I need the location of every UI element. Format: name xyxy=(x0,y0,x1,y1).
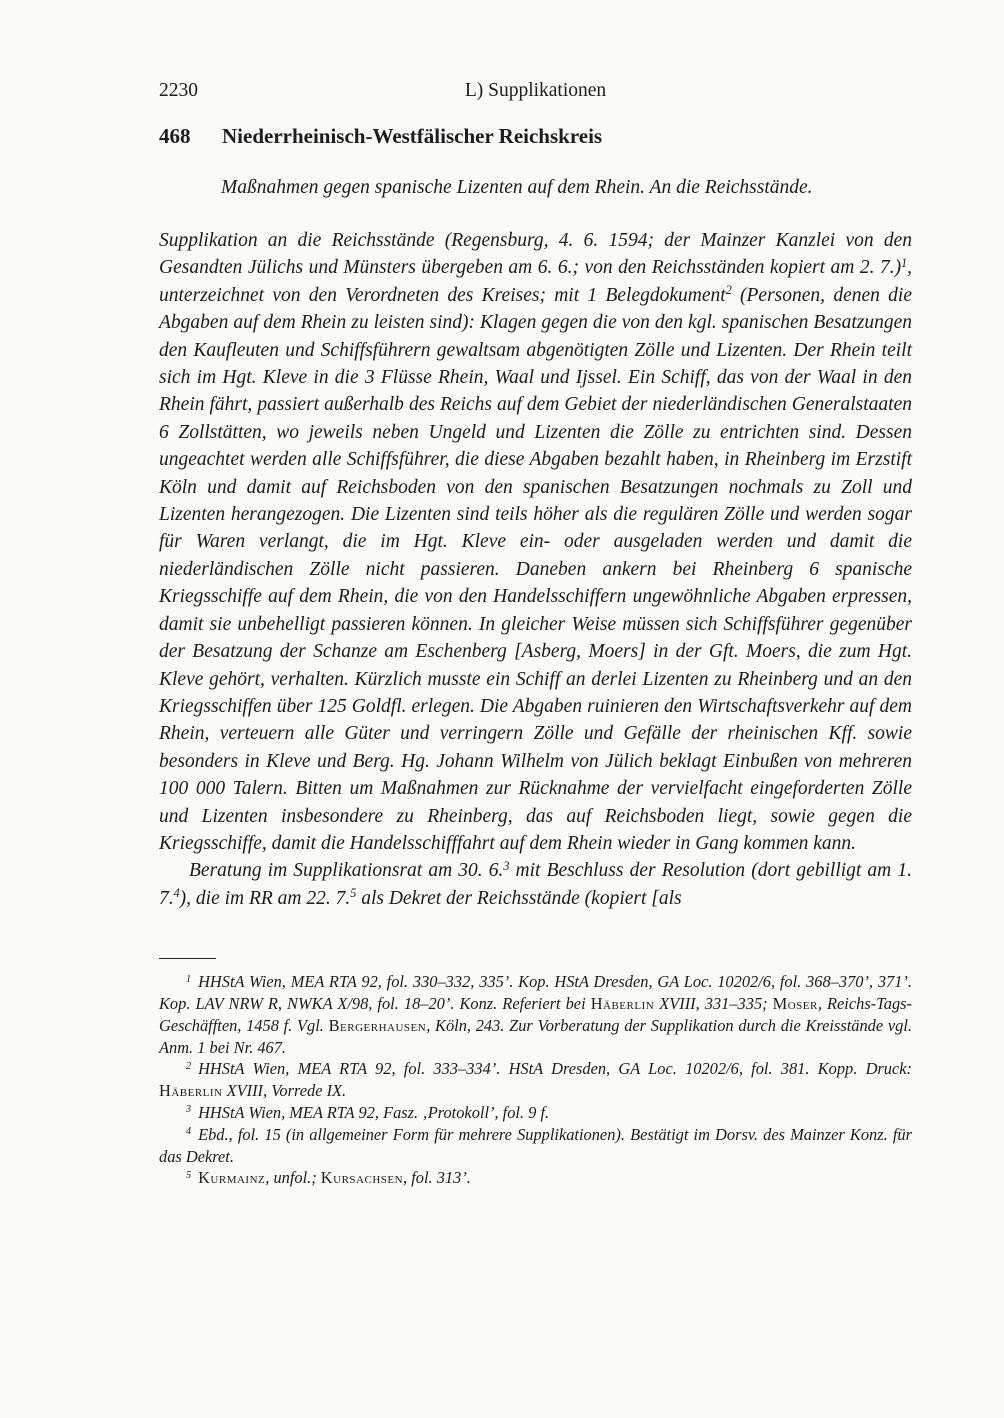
page-number: 2230 xyxy=(159,80,198,101)
footnote-text-3: HHStA Wien, MEA RTA 92, Fasz. ‚Protokoll’, fol. 9 f. xyxy=(198,1102,550,1122)
footnote-text-1: HHStA Wien, MEA RTA 92, fol. 330–332, 335’. Kop. HStA Dresden, GA Loc. 10202/6, fol. 368–370’, 371’. Kop. LAV NRW R, NWKA X/98, fol. 18–20’. Konz. Referiert bei Häberlin XVIII, 331–335; Moser, Reichs-Tags-Geschäfften, 1458 f. Vgl. Bergerhausen, Köln, 243. Zur Vorberatung der Supplikation durch die Kreisstände vgl. Anm. 1 bei Nr. 467. xyxy=(159,972,912,1057)
footnote-2 xyxy=(159,1058,912,1102)
footnote-divider xyxy=(159,958,216,959)
footnote-5 xyxy=(159,1167,912,1189)
footnote-number-5: 5 xyxy=(186,1169,192,1181)
footnote-text-2: HHStA Wien, MEA RTA 92, fol. 333–334’. HStA Dresden, GA Loc. 10202/6, fol. 381. Kopp. Druck: Häberlin XVIII, Vorrede IX. xyxy=(159,1059,912,1101)
footnote-number-1: 1 xyxy=(186,973,192,985)
section-heading xyxy=(159,122,912,150)
running-title: L) Supplikationen xyxy=(464,80,607,101)
footnotes-section xyxy=(159,971,912,1189)
page-content xyxy=(159,78,912,1189)
footnote-3 xyxy=(159,1102,912,1124)
footnote-text-5: Kurmainz, unfol.; Kursachsen, fol. 313’. xyxy=(198,1168,471,1188)
body-paragraph-1: Supplikation an die Reichsstände (Regensburg, 4. 6. 1594; der Mainzer Kanzlei von den Gesandten Jülichs und Münsters übergeben am 6. 6.; von den Reichsständen kopiert am 2. 7.)$^1$, unterzeichnet von den Verordneten des Kreises; mit 1 Belegdokument$^2$ (Personen, denen die Abgaben auf dem Rhein zu leisten sind): Klagen gegen die von den kgl. spanischen Besatzungen den Kaufleuten und Schiffsführern gewaltsam abgenötigten Zölle und Lizenten. Der Rhein teilt sich im Hgt. Kleve in die 3 Flüsse Rhein, Waal und Ijssel. Ein Schiff, das von der Waal in den Rhein fährt, passiert außerhalb des Reichs auf dem Gebiet der niederländischen Generalstaaten 6 Zollstätten, wo jeweils neben Ungeld und Lizenten die Zölle zu entrichten sind. Dessen ungeachtet werden alle Schiffsführer, die diese Abgaben bezahlt haben, in Rheinberg im Erzstift Köln und damit auf Reichsboden von den spanischen Besatzungen nochmals zu Zoll und Lizenten herangezogen. Die Lizenten sind teils höher als die regulären Zölle und werden sogar für Waren verlangt, die im Hgt. Kleve ein- oder ausgeladen werden und damit die niederländischen Zölle nicht passieren. Daneben ankern bei Rheinberg 6 spanische Kriegsschiffe auf dem Rhein, die von den Handelsschiffern ungewöhnliche Abgaben erpressen, damit sie unbehelligt passieren können. In gleicher Weise müssen sich Schiffsführer gegenüber der Besatzung der Schanze am Eschenberg [Asberg, Moers] in der Gft. Moers, die zum Hgt. Kleve gehört, verhalten. Kürzlich musste ein Schiff an derlei Lizenten zu Rheinberg und an den Kriegsschiffen über 125 Goldfl. erlegen. Die Abgaben ruinieren den Wirtschaftsverkehr auf dem Rhein, verteuern alle Güter und verringern Zölle und Gefälle der rheinischen Kff. sowie besonders in Kleve und Berg. Hg. Johann Wilhelm von Jülich beklagt Einbußen von mehreren 100 000 Talern. Bitten um Maßnahmen zur Rücknahme der vervielfacht eingeforderten Zölle und Lizenten insbesondere zu Rheinberg, das auf Reichsboden liegt, sowie gegen die Kriegsschiffe, damit die Handelsschifffahrt auf dem Rhein wieder in Gang kommen kann. xyxy=(159,230,913,854)
footnote-number-2: 2 xyxy=(186,1060,192,1072)
section-subtitle: Maßnahmen gegen spanische Lizenten auf dem Rhein. An die Reichsstände. xyxy=(221,177,813,198)
section-number: 468 xyxy=(159,124,191,148)
footnote-1 xyxy=(159,971,912,1058)
footnote-number-4: 4 xyxy=(186,1126,192,1138)
page-header xyxy=(159,78,912,104)
footnote-4 xyxy=(159,1124,912,1168)
footnote-text-4: Ebd., fol. 15 (in allgemeiner Form für mehrere Supplikationen). Bestätigt im Dorsv. des Mainzer Konz. für das Dekret. xyxy=(159,1124,912,1166)
section-title: Niederrheinisch-Westfälischer Reichskreis xyxy=(222,124,603,148)
footnote-number-3: 3 xyxy=(186,1104,192,1116)
body-paragraph-2: Beratung im Supplikationsrat am 30. 6.$^3$ mit Beschluss der Resolution (dort gebilligt am 1. 7.$^4$), die im RR am 22. 7.$^5$ als Dekret der Reichsstände (kopiert [als xyxy=(159,858,912,909)
